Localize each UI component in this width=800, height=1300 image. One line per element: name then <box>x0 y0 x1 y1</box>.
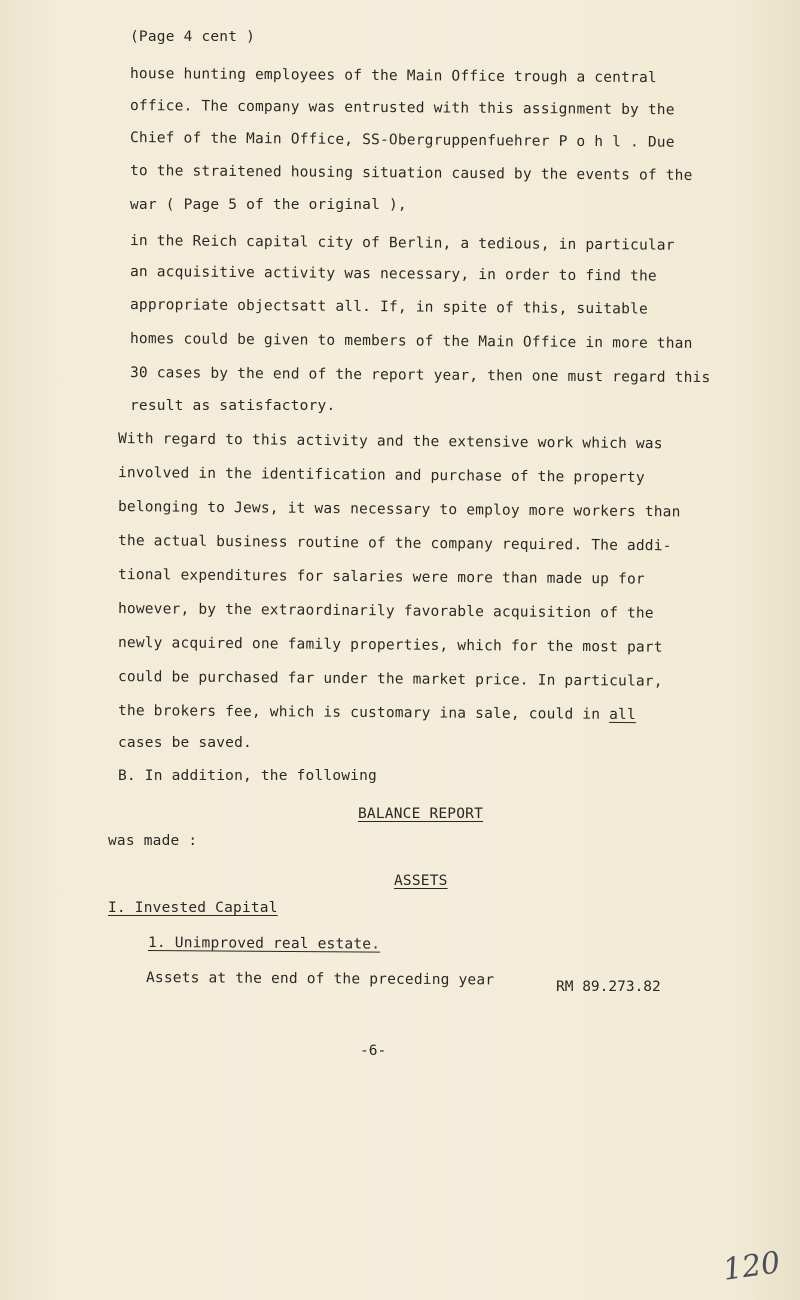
text-line: Chief of the Main Office, SS-Obergruppenfuehrer P o h l . Due <box>129 130 675 151</box>
underlined-word: all <box>609 706 636 724</box>
text-line: could be purchased far under the market price. In particular, <box>117 669 663 690</box>
section-b-line: B. In addition, the following <box>118 768 377 784</box>
text-line: an acquisitive activity was necessary, in order to find the <box>129 264 657 285</box>
text-line: cases be saved. <box>118 735 252 751</box>
page-header: (Page 4 cent ) <box>130 29 256 45</box>
page-number: -6- <box>360 1043 387 1059</box>
assets-heading: ASSETS <box>394 873 448 889</box>
text-line: newly acquired one family properties, which for the most part <box>117 635 663 656</box>
text-line: tional expenditures for salaries were more than made up for <box>117 567 645 588</box>
assets-amount: RM 89.273.82 <box>556 979 661 995</box>
handwritten-page-number: 120 <box>720 1245 783 1288</box>
text-line: With regard to this activity and the extensive work which was <box>117 431 663 453</box>
invested-capital-heading: I. Invested Capital <box>108 900 278 916</box>
text-line: belonging to Jews, it was necessary to employ more workers than <box>117 499 681 521</box>
text-line: house hunting employees of the Main Office trough a central <box>129 66 657 87</box>
text-line: 30 cases by the end of the report year, then one must regard this <box>129 365 711 387</box>
text-line <box>118 703 636 723</box>
text-line-part: the brokers fee, which is customary ina sale, could in <box>117 703 610 723</box>
unimproved-real-estate-heading: 1. Unimproved real estate. <box>147 935 381 953</box>
text-line: war ( Page 5 of the original ), <box>130 197 407 213</box>
text-line: appropriate objectsatt all. If, in spite of this, suitable <box>129 297 648 318</box>
balance-report-heading: BALANCE REPORT <box>358 806 484 822</box>
was-made-line: was made : <box>108 833 198 849</box>
text-line: to the straitened housing situation caused by the events of the <box>129 163 693 184</box>
text-line: the actual business routine of the company required. The addi- <box>117 533 672 555</box>
text-line: result as satisfactory. <box>130 398 336 414</box>
assets-line: Assets at the end of the preceding year <box>145 970 495 989</box>
text-line: in the Reich capital city of Berlin, a tedious, in particular <box>129 233 675 254</box>
text-line: however, by the extraordinarily favorable acquisition of the <box>117 601 654 622</box>
text-line: office. The company was entrusted with this assignment by the <box>129 98 675 119</box>
text-line: involved in the identification and purchase of the property <box>117 465 645 487</box>
text-line: homes could be given to members of the Main Office in more than <box>129 331 693 352</box>
